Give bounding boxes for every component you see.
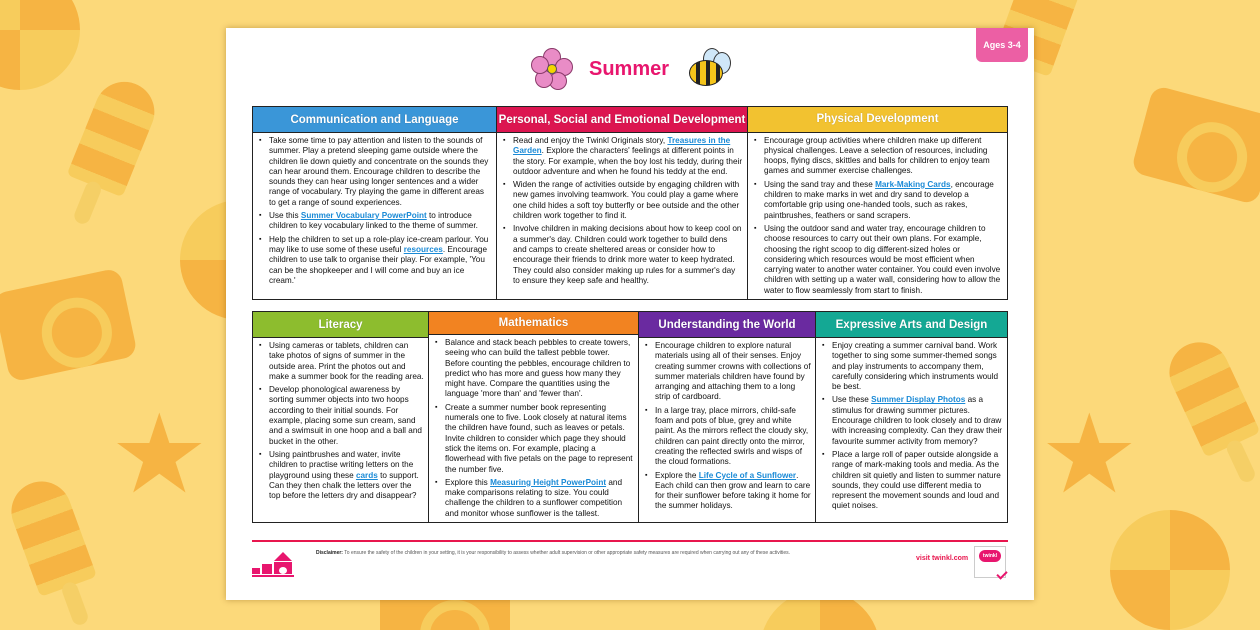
- activity-item: ▪ Using the outdoor sand and water tray, encourage children to choose resources to carry out their own plans. For example, choosing the right scoop to dig different-sized holes or considering which resources would be most efficient when carrying water to another water container. You could even involve children with setting up a water wall, considering how to allow the water to flow seamlessly from start to finish.: [752, 224, 1003, 296]
- resource-link[interactable]: Summer Vocabulary PowerPoint: [300, 211, 427, 221]
- area-physical: [748, 107, 1007, 299]
- area-literacy: [253, 312, 429, 522]
- resource-link[interactable]: cards: [355, 470, 378, 480]
- bee-icon: [685, 46, 731, 92]
- camera-icon: [1131, 85, 1260, 206]
- disclaimer: Disclaimer: To ensure the safety of the children in your setting, it is your responsibility to assess whether adult supervision or other appropriate safety measures are required when carrying out any of these activities.: [316, 550, 791, 556]
- check-icon: [996, 568, 1007, 579]
- activity-item: ▪ Explore the Life Cycle of a Sunflower. Each child can then grow and learn to care for their sunflower before taking it home for the summer holidays.: [643, 471, 811, 512]
- popsicle-icon: [67, 73, 164, 197]
- activity-item: ▪ Create a summer number book representing numerals one to five. Look closely at natural items the children have found, such as leaves or petals. Invite children to consider which page they should stick the items on. For example, placing a flowerhead with five petals on the page to represent the number five.: [433, 403, 634, 475]
- resource-link[interactable]: Summer Display Photos: [871, 395, 966, 405]
- area-heading: Personal, Social and Emotional Development: [497, 107, 747, 133]
- area-expressive: [816, 312, 1007, 522]
- activity-item: ▪ Using paintbrushes and water, invite children to practise writing letters on the playground using these cards to support. Can they then chalk the letters over the top before the letters dry and disappear?: [257, 450, 424, 501]
- activity-list: [501, 136, 743, 286]
- activity-item: ▪ Using the sand tray and these Mark-Making Cards, encourage children to make marks in wet and dry sand to develop a comfortable grip using one-handed tools, such as rakes, paintbrushes, feathers or sand scrapers.: [752, 180, 1003, 221]
- activity-item: ▪ Widen the range of activities outside by engaging children with new games involving teamwork. You could play a game where one child hides a soft toy butterfly or bee outside and the other children work together to find it.: [501, 180, 743, 221]
- page-title: Summer: [589, 57, 670, 80]
- areas-row-1: [252, 106, 1008, 300]
- starfish-icon: ★: [110, 393, 209, 516]
- activity-item: ▪ Develop phonological awareness by sorting summer objects into two hoops according to their initial sounds. For example, placing some sun cream, sand and a swimsuit in one hoop and a ball and bucket in the other.: [257, 385, 424, 447]
- starfish-icon: ★: [1040, 393, 1139, 516]
- resource-link[interactable]: Measuring Height PowerPoint: [490, 477, 607, 487]
- age-badge: Ages 3-4: [976, 28, 1028, 62]
- footer-divider: [252, 540, 1008, 542]
- resource-link[interactable]: Treasures in the Garden: [513, 136, 731, 156]
- area-communication: [253, 107, 497, 299]
- area-heading: Literacy: [253, 312, 428, 338]
- flower-icon: [531, 48, 573, 90]
- area-psed: [497, 107, 748, 299]
- activity-item: ▪ Encourage group activities where children make up different physical challenges. Leave a selection of resources, including hoops, flying discs, skittles and balls for children to enjoy team games and summer exercise challenges.: [752, 136, 1003, 177]
- activity-item: ▪ Use this Summer Vocabulary PowerPoint to introduce children to key vocabulary linked to the theme of summer.: [257, 211, 492, 232]
- camera-icon: [0, 267, 138, 382]
- area-mathematics: [429, 312, 639, 522]
- resource-link[interactable]: Life Cycle of a Sunflower: [698, 470, 797, 480]
- activity-list: [257, 341, 424, 501]
- activity-item: ▪ Balance and stack beach pebbles to create towers, seeing who can build the tallest pebble tower. Before counting the pebbles, encourage children to predict who has more and guess how many they might have. Compare the quantities using the language 'more than' and 'fewer than'.: [433, 338, 634, 400]
- area-heading: Understanding the World: [639, 312, 815, 338]
- activity-item: ▪ Use these Summer Display Photos as a stimulus for drawing summer pictures. Encourage children to look closely and to draw with increasing complexity. Can they draw their favourite summer activity from memory?: [820, 395, 1003, 446]
- document-header: [226, 28, 1034, 103]
- activity-list: [433, 338, 634, 519]
- visit-twinkl-link[interactable]: visit twinkl.com: [916, 555, 969, 562]
- building-blocks-icon: [252, 548, 294, 578]
- beach-ball-icon: [1110, 510, 1230, 630]
- activity-list: [643, 341, 811, 512]
- area-heading: Mathematics: [429, 312, 638, 335]
- activity-item: ▪ Using cameras or tablets, children can take photos of signs of summer in the outside area. Print the photos out and make a summer book for the reading area.: [257, 341, 424, 382]
- activity-item: ▪ In a large tray, place mirrors, child-safe foam and pots of blue, grey and white paint. As the mirrors reflect the cloudy sky, children can paint directly onto the mirror, creating the reflected swirls and wisps of the cloud formations.: [643, 406, 811, 468]
- activity-list: [752, 136, 1003, 296]
- activity-item: ▪ Enjoy creating a summer carnival band. Work together to sing some summer-themed songs and play instruments to accompany them, carefully considering which instruments would be best.: [820, 341, 1003, 392]
- resource-link[interactable]: resources: [403, 244, 443, 254]
- area-heading: Communication and Language: [253, 107, 496, 133]
- area-heading: Expressive Arts and Design: [816, 312, 1007, 338]
- activity-item: ▪ Encourage children to explore natural materials using all of their senses. Enjoy creating summer crowns with collections of summer materials children have found by arranging and attaching them to a long strip of cardboard.: [643, 341, 811, 403]
- beach-ball-icon: [0, 0, 80, 90]
- activity-item: ▪ Place a large roll of paper outside alongside a range of mark-making tools and media. As the children sit quietly and listen to summer nature sounds, they could use different media to represent the movement sounds and loud and quiet noises.: [820, 450, 1003, 512]
- activity-list: [257, 136, 492, 286]
- resource-link[interactable]: Mark-Making Cards: [875, 179, 951, 189]
- areas-row-2: [252, 311, 1008, 523]
- area-understanding: [639, 312, 816, 522]
- activity-list: [820, 341, 1003, 512]
- area-heading: Physical Development: [748, 107, 1007, 133]
- activity-item: ▪ Take some time to pay attention and listen to the sounds of summer. Play a pretend sleeping game outside where the children lie down quietly and concentrate on the sounds they can hear around them. Encourage children to describe the sounds they can hear using longer sentences and a wider range of vocabulary. Try playing the game in different areas to get a range of sound experiences.: [257, 136, 492, 208]
- activity-item: ▪ Explore this Measuring Height PowerPoint and make comparisons relating to size. You could challenge the children to a sunflower competition and monitor whose sunflower is the tallest.: [433, 478, 634, 519]
- activity-item: ▪ Help the children to set up a role-play ice-cream parlour. You may like to use some of these useful resources. Encourage children to use talk to organise their play. For example, 'You can be the shopkeeper and I will come and buy an ice cream.': [257, 235, 492, 286]
- popsicle-icon: [1160, 332, 1260, 457]
- popsicle-icon: [3, 473, 97, 597]
- activity-item: ▪ Read and enjoy the Twinkl Originals story, Treasures in the Garden. Explore the characters' feelings at different points in the story. For example, when the boy lost his teddy, during their outdoor adventure and when he found his teddy at the end.: [501, 136, 743, 177]
- twinkl-badge: twinkl: [974, 546, 1006, 578]
- document-footer: [252, 540, 1008, 590]
- planning-document: [226, 28, 1034, 600]
- activity-item: ▪ Involve children in making decisions about how to keep cool on a summer's day. Children could work together to build dens and camps to create sheltered areas or consider how to encourage their friends to drink more water to keep hydrated. They could also consider making up rules for a summer's day to ensure they keep safe and healthy.: [501, 224, 743, 286]
